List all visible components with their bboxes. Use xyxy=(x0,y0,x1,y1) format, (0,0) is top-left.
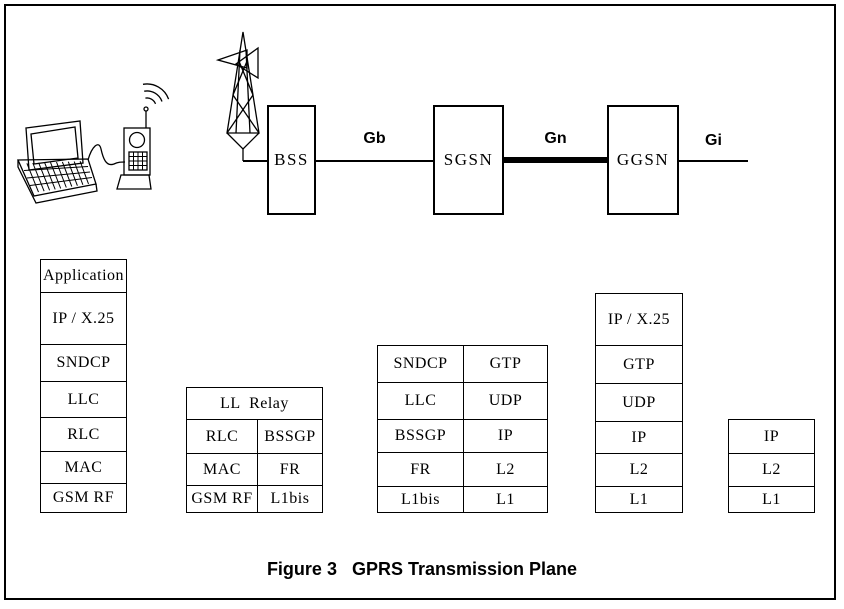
stack-cell: IP xyxy=(463,419,547,452)
stack-cell: L2 xyxy=(463,452,547,486)
stack-cell: LLC xyxy=(378,382,463,419)
stack-cell: Application xyxy=(42,267,125,284)
host-protocol-stack xyxy=(728,419,815,513)
stack-cell: UDP xyxy=(596,383,682,421)
ggsn-protocol-stack xyxy=(595,293,683,513)
phone-keypad xyxy=(129,152,147,170)
stack-cell: L1 xyxy=(596,486,682,512)
stack-cell: MAC xyxy=(41,451,126,483)
laptop-keyboard xyxy=(24,161,92,192)
gb-interface-label: Gb xyxy=(363,130,386,147)
gn-interface-label: Gn xyxy=(544,130,567,147)
stack-cell: IP / X.25 xyxy=(607,310,671,328)
bss-protocol-stack xyxy=(186,387,323,513)
stack-cell: SNDCP xyxy=(393,355,448,372)
stack-cell: L1bis xyxy=(378,486,463,512)
stack-cell: L2 xyxy=(596,453,682,486)
gb-interface-line xyxy=(316,160,433,162)
stack-cell: RLC xyxy=(187,419,257,453)
stack-cell: SNDCP xyxy=(41,344,126,381)
stack-cell: L1 xyxy=(729,486,814,512)
radio-tower-icon xyxy=(218,32,259,161)
stack-cell: MAC xyxy=(187,453,257,485)
stack-cell: FR xyxy=(378,452,463,486)
stack-cell: L2 xyxy=(729,453,814,486)
stack-cell: IP / X.25 xyxy=(41,292,126,344)
stack-cell: UDP xyxy=(463,382,547,419)
mobile-phone-icon xyxy=(117,107,151,189)
stack-header: LL Relay xyxy=(220,394,289,412)
gi-interface-line xyxy=(679,160,748,162)
gi-interface-label: Gi xyxy=(705,132,722,149)
stack-cell: GTP xyxy=(596,345,682,383)
stack-cell: IP xyxy=(596,421,682,453)
gn-interface-line xyxy=(504,157,607,163)
stack-cell: L1bis xyxy=(257,485,322,512)
ms-protocol-stack xyxy=(40,259,127,513)
cable xyxy=(88,145,125,165)
stack-cell: BSSGP xyxy=(378,419,463,452)
laptop-icon xyxy=(18,121,97,203)
tower-to-bss-line xyxy=(243,160,267,162)
stack-cell: FR xyxy=(257,453,322,485)
stack-cell: IP xyxy=(763,427,780,445)
signal-waves-icon xyxy=(143,84,169,104)
stack-cell: GSM RF xyxy=(187,485,257,512)
stack-cell: BSSGP xyxy=(257,419,322,453)
stack-cell: GTP xyxy=(463,346,547,382)
stack-cell: RLC xyxy=(41,417,126,451)
stack-cell: L1 xyxy=(463,486,547,512)
stack-cell: GSM RF xyxy=(41,483,126,512)
ggsn-node-box: GGSN xyxy=(607,105,679,215)
bss-node-box: BSS xyxy=(267,105,316,215)
stack-cell: LLC xyxy=(41,381,126,417)
sgsn-protocol-stack xyxy=(377,345,548,513)
figure-caption: Figure 3 GPRS Transmission Plane xyxy=(266,559,578,579)
sgsn-node-box: SGSN xyxy=(433,105,504,215)
